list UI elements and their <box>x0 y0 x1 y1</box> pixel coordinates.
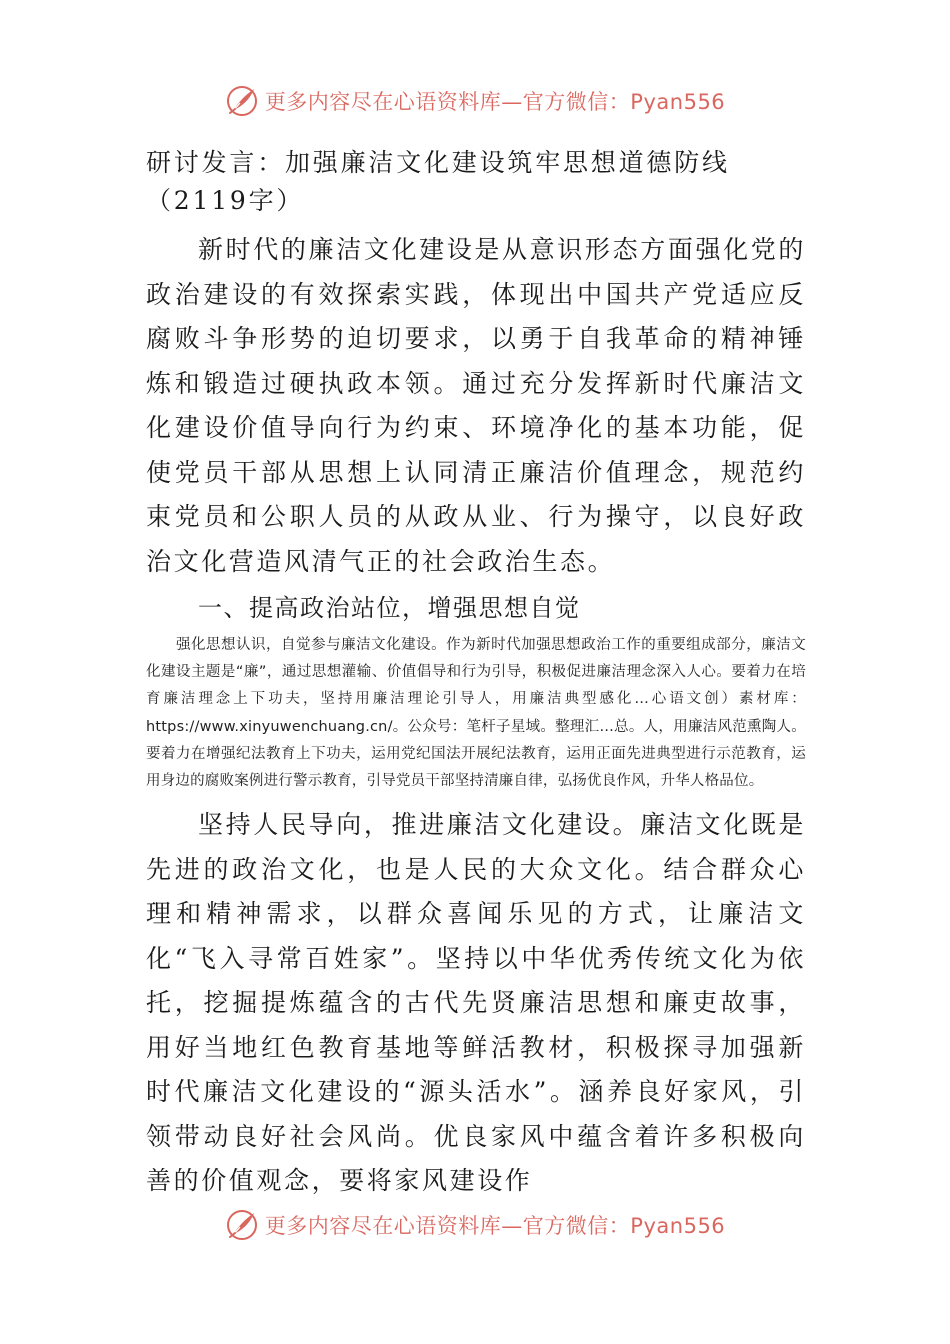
quill-logo-icon <box>225 84 259 118</box>
footer-watermark <box>0 1208 950 1242</box>
quill-logo-icon <box>225 1208 259 1242</box>
document-body <box>146 140 806 1204</box>
watermark-text: 更多内容尽在心语资料库—官方微信：Pyan556 <box>264 90 726 114</box>
paragraph: 坚持人民导向，推进廉洁文化建设。廉洁文化既是先进的政治文化，也是人民的大众文化。结合群众心理和精神需求，以群众喜闻乐见的方式，让廉洁文化“飞入寻常百姓家”。坚持以中华优秀传统文化为依托，挖掘提炼蕴含的古代先贤廉洁思想和廉吏故事，用好当地红色教育基地等鲜活教材，积极探寻加强新时代廉洁文化建设的“源头活水”。涵养良好家风，引领带动良好社会风尚。优良家风中蕴含着许多积极向善的价值观念，要将家风建设作 <box>146 810 806 1196</box>
document-title: 研讨发言：加强廉洁文化建设筑牢思想道德防线（2119字） <box>146 148 730 215</box>
watermark-text: 更多内容尽在心语资料库—官方微信：Pyan556 <box>264 1214 726 1238</box>
section-heading: 一、提高政治站位，增强思想自觉 <box>198 594 581 622</box>
paragraph: 强化思想认识，自觉参与廉洁文化建设。作为新时代加强思想政治工作的重要组成部分，廉洁文化建设主题是“廉”，通过思想灌输、价值倡导和行为引导，积极促进廉洁理念深入人心。要着力在培育廉洁理念上下功夫，坚持用廉洁理论引导人，用廉洁典型感化…心语文创）素材库：https://www.xinyuwenchuang.cn/。公众号：笔杆子星域。整理汇…总。人，用廉洁风范熏陶人。要着力在增强纪法教育上下功夫，运用党纪国法开展纪法教育，运用正面先进典型进行示范教育，运用身边的腐败案例进行警示教育，引导党员干部坚持清廉自律，弘扬优良作风，升华人格品位。 <box>146 637 806 790</box>
header-watermark <box>0 84 950 118</box>
paragraph: 新时代的廉洁文化建设是从意识形态方面强化党的政治建设的有效探索实践，体现出中国共产党适应反腐败斗争形势的迫切要求，以勇于自我革命的精神锤炼和锻造过硬执政本领。通过充分发挥新时代廉洁文化建设价值导向行为约束、环境净化的基本功能，促使党员干部从思想上认同清正廉洁价值理念，规范约束党员和公职人员的从政从业、行为操守，以良好政治文化营造风清气正的社会政治生态。 <box>146 235 806 576</box>
